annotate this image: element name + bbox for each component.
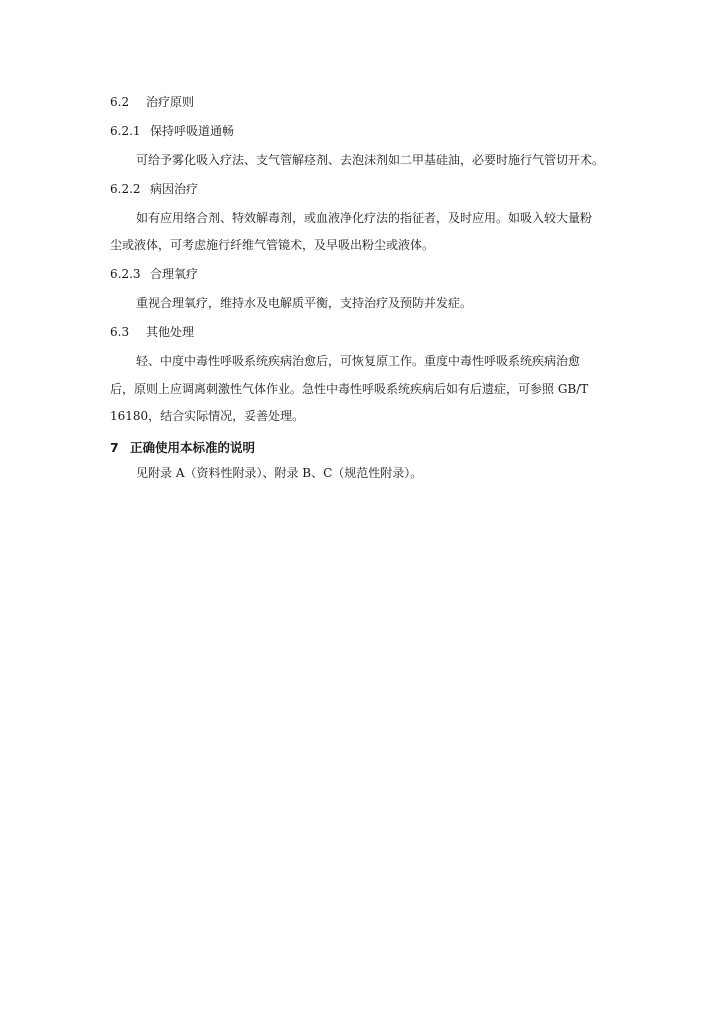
paragraph-6-3-line2: 后，原则上应调离刺激性气体作业。急性中毒性呼吸系统疾病后如有后遗症，可参照 GB/T	[110, 382, 589, 396]
heading-7	[110, 440, 255, 456]
heading-number: 6.3	[110, 325, 130, 339]
paragraph-6-2-3: 重视合理氧疗，维持水及电解质平衡，支持治疗及预防并发症。	[136, 296, 473, 310]
heading-6-2	[110, 94, 194, 110]
heading-title: 保持呼吸道通畅	[150, 124, 235, 138]
heading-title: 其他处理	[146, 325, 195, 339]
paragraph-6-3-line1: 轻、中度中毒性呼吸系统疾病治愈后，可恢复原工作。重度中毒性呼吸系统疾病治愈	[136, 354, 581, 368]
heading-title: 病因治疗	[150, 182, 199, 196]
paragraph-6-2-1: 可给予雾化吸入疗法、支气管解痉剂、去泡沫剂如二甲基硅油，必要时施行气管切开术。	[136, 153, 605, 167]
heading-6-2-3	[110, 266, 198, 282]
paragraph-6-2-2-line1: 如有应用络合剂、特效解毒剂，或血液净化疗法的指征者，及时应用。如吸入较大量粉	[136, 211, 593, 225]
heading-title: 正确使用本标准的说明	[130, 440, 256, 455]
heading-number: 6.2.2	[110, 182, 141, 196]
heading-title: 治疗原则	[146, 95, 195, 109]
heading-6-2-1	[110, 123, 234, 139]
heading-6-2-2	[110, 181, 198, 197]
heading-number: 6.2.1	[110, 124, 141, 138]
heading-title: 合理氧疗	[150, 267, 199, 281]
paragraph-6-3-line3: 16180，结合实际情况，妥善处理。	[110, 409, 305, 423]
heading-6-3	[110, 324, 194, 340]
heading-number: 7	[110, 440, 119, 455]
heading-number: 6.2	[110, 95, 130, 109]
paragraph-6-2-2-line2: 尘或液体，可考虑施行纤维气管镜术，及早吸出粉尘或液体。	[110, 238, 435, 252]
paragraph-7: 见附录 A（资料性附录）、附录 B、C（规范性附录）。	[136, 466, 423, 480]
heading-number: 6.2.3	[110, 267, 141, 281]
